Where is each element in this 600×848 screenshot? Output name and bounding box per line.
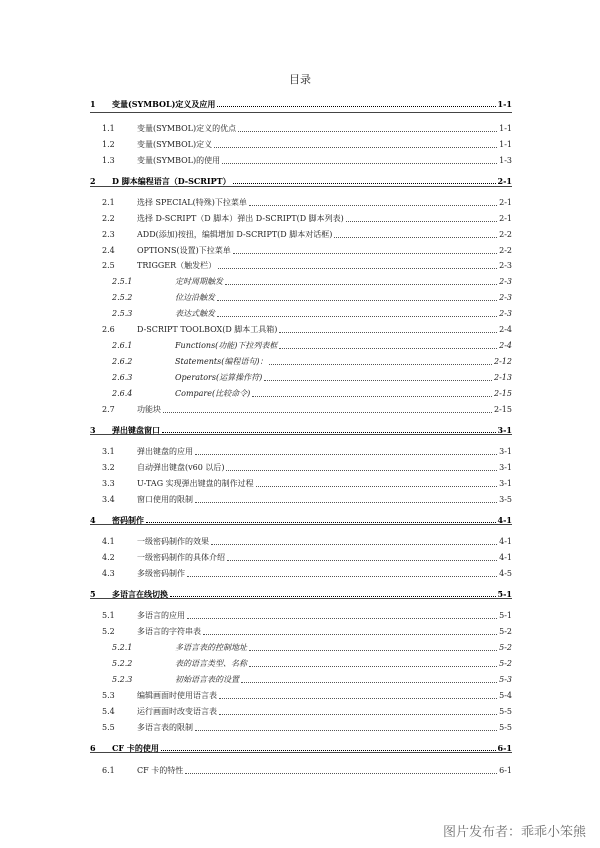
toc-entry-title: 多语言表的限制 [137, 723, 193, 732]
toc-entry-page: 2-1 [497, 176, 512, 186]
toc-dot-leader [249, 649, 497, 651]
toc-entry-number: 5.2.3 [112, 675, 133, 684]
toc-entry[interactable] [90, 370, 512, 383]
toc-entry[interactable] [90, 322, 512, 335]
toc-entry-number: 3.3 [102, 479, 115, 488]
toc-entry[interactable] [90, 243, 512, 256]
toc-entry[interactable] [90, 624, 512, 637]
toc-dot-leader [162, 431, 496, 433]
toc-entry-number: 4.1 [102, 537, 115, 546]
toc-entry-number: 3.4 [102, 495, 115, 504]
toc-dot-leader [227, 559, 497, 561]
toc-entry-title: 一级密码制作的效果 [137, 537, 209, 546]
toc-entry-page: 3-1 [499, 463, 512, 472]
toc-entry-number: 6 [90, 743, 96, 753]
toc-entry-number: 2.6.3 [112, 373, 133, 382]
toc-entry-page: 1-1 [499, 140, 512, 149]
toc-entry-number: 6.1 [102, 766, 115, 775]
toc-entry[interactable] [90, 566, 512, 579]
section-divider [90, 598, 512, 599]
toc-entry-number: 5.1 [102, 611, 115, 620]
toc-entry[interactable] [90, 550, 512, 563]
toc-entry-title: CF 卡的使用 [112, 743, 159, 753]
toc-entry-title: 窗口使用的限制 [137, 495, 193, 504]
toc-entry-number: 2.6.1 [112, 341, 133, 350]
section-divider [90, 752, 512, 753]
toc-entry[interactable] [90, 354, 512, 367]
toc-entry-title: 密码制作 [112, 515, 144, 525]
toc-entry[interactable] [90, 121, 512, 134]
toc-entry-page: 4-1 [499, 537, 512, 546]
toc-dot-leader [256, 485, 497, 487]
toc-entry-page: 1-3 [499, 156, 512, 165]
toc-entry-number: 5.2.1 [112, 643, 133, 652]
toc-entry-page: 2-1 [499, 198, 512, 207]
toc-entry-number: 2.5.3 [112, 309, 133, 318]
toc-entry-page: 4-1 [497, 515, 512, 525]
section-divider [90, 434, 512, 435]
toc-entry[interactable] [90, 656, 512, 669]
toc-entry-page: 5-5 [499, 723, 512, 732]
toc-entry[interactable] [90, 173, 512, 186]
toc-entry-page: 2-13 [494, 373, 512, 382]
toc-entry-title: 位边沿触发 [175, 293, 215, 302]
toc-entry-title: 初始语言表的设置 [175, 675, 239, 684]
toc-entry-number: 1.1 [102, 124, 115, 133]
watermark: 图片发布者：乖乖小笨熊 [442, 825, 586, 840]
toc-entry-title: 表的语言类型、名称 [175, 659, 247, 668]
toc-entry-number: 1.2 [102, 140, 115, 149]
page-title: 目录 [289, 73, 311, 86]
toc-entry-number: 5.5 [102, 723, 115, 732]
toc-entry-page: 6-1 [499, 766, 512, 775]
toc-entry-number: 5.4 [102, 707, 115, 716]
toc-entry[interactable] [90, 96, 512, 109]
toc-entry-title: 表达式触发 [175, 309, 215, 318]
toc-entry-title: ADD(添加)按扭，编辑增加 D-SCRIPT(D 脚本对话框) [137, 230, 333, 239]
toc-entry[interactable] [90, 476, 512, 489]
toc-entry-title: 变量(SYMBOL)定义 [137, 140, 213, 149]
toc-dot-leader [161, 749, 496, 751]
toc-entry[interactable] [90, 704, 512, 717]
toc-entry-page: 5-2 [499, 643, 512, 652]
toc-dot-leader [195, 453, 497, 455]
toc-dot-leader [264, 379, 492, 381]
toc-dot-leader [334, 236, 497, 238]
toc-entry-number: 4.2 [102, 553, 115, 562]
toc-entry-number: 4.3 [102, 569, 115, 578]
toc-dot-leader [222, 162, 497, 164]
section-divider [90, 186, 512, 187]
toc-entry-page: 4-1 [499, 553, 512, 562]
toc-entry-number: 5.2 [102, 627, 115, 636]
toc-entry-title: 一级密码制作的具体介绍 [137, 553, 225, 562]
toc-dot-leader [185, 772, 497, 774]
toc-dot-leader [170, 595, 496, 597]
toc-dot-leader [279, 347, 497, 349]
toc-dot-leader [249, 665, 497, 667]
toc-entry-number: 2.5.1 [112, 277, 133, 286]
toc-entry-title: 多语言在线切换 [112, 589, 168, 599]
toc-entry-title: 多语言的应用 [137, 611, 185, 620]
toc-dot-leader [226, 469, 497, 471]
toc-dot-leader [225, 283, 497, 285]
toc-entry-page: 3-1 [499, 479, 512, 488]
toc-entry-page: 5-1 [499, 611, 512, 620]
toc-entry-number: 2.1 [102, 198, 115, 207]
toc-dot-leader [219, 697, 497, 699]
toc-dot-leader [233, 182, 496, 184]
toc-entry-page: 5-4 [499, 691, 512, 700]
toc-entry-number: 3.1 [102, 447, 115, 456]
toc-dot-leader [241, 681, 497, 683]
toc-entry-number: 4 [90, 515, 96, 525]
toc-entry[interactable] [90, 274, 512, 287]
toc-entry-page: 2-2 [499, 246, 512, 255]
toc-entry-page: 3-1 [499, 447, 512, 456]
toc-entry[interactable] [90, 195, 512, 208]
toc-entry-title: 变量(SYMBOL)定义及应用 [112, 99, 216, 109]
toc-dot-leader [217, 299, 497, 301]
toc-entry-title: OPTIONS(设置)下拉菜单 [137, 246, 231, 255]
toc-entry-page: 6-1 [497, 743, 512, 753]
section-divider [90, 524, 512, 525]
toc-entry[interactable] [90, 137, 512, 150]
toc-entry-title: TRIGGER（触发栏） [137, 261, 217, 270]
toc-entry-number: 2.3 [102, 230, 115, 239]
toc-entry-title: 功能块 [137, 405, 161, 414]
toc-dot-leader [187, 575, 497, 577]
toc-entry[interactable] [90, 534, 512, 547]
toc-dot-leader [195, 501, 497, 503]
toc-dot-leader [238, 130, 497, 132]
toc-entry[interactable] [90, 492, 512, 505]
toc-entry[interactable] [90, 338, 512, 351]
toc-entry-title: 自动弹出键盘(v60 以后) [137, 463, 225, 472]
toc-entry[interactable] [90, 306, 512, 319]
toc-dot-leader [211, 543, 497, 545]
toc-entry-number: 1 [90, 99, 96, 109]
toc-dot-leader [146, 521, 496, 523]
toc-dot-leader [346, 220, 497, 222]
toc-entry-number: 3.2 [102, 463, 115, 472]
toc-entry[interactable] [90, 211, 512, 224]
toc-entry-number: 2.5.2 [112, 293, 133, 302]
toc-entry-number: 5.3 [102, 691, 115, 700]
toc-entry-page: 1-1 [499, 124, 512, 133]
toc-entry-title: 弹出键盘窗口 [112, 425, 160, 435]
toc-entry-title: 多语言的字符串表 [137, 627, 201, 636]
toc-entry[interactable] [90, 290, 512, 303]
toc-entry-title: 多语言表的控制地址 [175, 643, 247, 652]
toc-entry-page: 3-1 [497, 425, 512, 435]
toc-entry-number: 2.7 [102, 405, 115, 414]
toc-entry-page: 5-5 [499, 707, 512, 716]
toc-dot-leader [214, 146, 497, 148]
toc-entry-page: 2-15 [494, 389, 512, 398]
toc-entry-title: Functions(功能)下拉列表框 [175, 341, 278, 350]
toc-entry-title: D 脚本编程语言（D-SCRIPT） [112, 176, 231, 186]
toc-entry[interactable] [90, 460, 512, 473]
toc-entry-title: 选择 D-SCRIPT（D 脚本）弹出 D-SCRIPT(D 脚本列表) [137, 214, 344, 223]
toc-entry-title: 变量(SYMBOL)定义的优点 [137, 124, 237, 133]
toc-dot-leader [187, 617, 497, 619]
toc-entry[interactable] [90, 763, 512, 776]
toc-entry-page: 3-5 [499, 495, 512, 504]
toc-entry[interactable] [90, 720, 512, 733]
toc-entry-number: 5.2.2 [112, 659, 133, 668]
toc-entry[interactable] [90, 640, 512, 653]
toc-entry-title: Operators(运算操作符) [175, 373, 263, 382]
toc-entry-number: 2.4 [102, 246, 115, 255]
toc-entry-page: 2-3 [499, 309, 512, 318]
toc-dot-leader [269, 363, 492, 365]
toc-entry-number: 2.6 [102, 325, 115, 334]
toc-entry[interactable] [90, 672, 512, 685]
toc-entry-title: 运行画面时改变语言表 [137, 707, 217, 716]
toc-entry-page: 1-1 [497, 99, 512, 109]
toc-entry-title: U-TAG 实现弹出键盘的制作过程 [137, 479, 254, 488]
toc-entry-title: 弹出键盘的应用 [137, 447, 193, 456]
toc-dot-leader [203, 633, 497, 635]
toc-dot-leader [217, 105, 495, 107]
section-divider [90, 112, 512, 113]
toc-entry-number: 2 [90, 176, 96, 186]
toc-entry[interactable] [90, 153, 512, 166]
toc-entry-title: Statements(编程语句)： [175, 357, 268, 366]
toc-entry-title: 定时周期触发 [175, 277, 223, 286]
toc-entry-page: 2-3 [499, 293, 512, 302]
toc-entry-page: 2-1 [499, 214, 512, 223]
toc-entry[interactable] [90, 444, 512, 457]
toc-entry-page: 5-1 [497, 589, 512, 599]
toc-entry-title: CF 卡的特性 [137, 766, 184, 775]
toc-entry[interactable] [90, 688, 512, 701]
toc-entry[interactable] [90, 227, 512, 240]
toc-entry[interactable] [90, 258, 512, 271]
toc-entry-page: 5-2 [499, 659, 512, 668]
toc-dot-leader [163, 411, 492, 413]
toc-dot-leader [249, 204, 497, 206]
toc-dot-leader [233, 252, 497, 254]
toc-entry-title: 多级密码制作 [137, 569, 185, 578]
toc-entry-page: 2-2 [499, 230, 512, 239]
toc-entry[interactable] [90, 608, 512, 621]
toc-dot-leader [195, 729, 497, 731]
toc-entry-title: 编辑画面时使用语言表 [137, 691, 217, 700]
toc-entry-number: 1.3 [102, 156, 115, 165]
toc-entry-page: 5-2 [499, 627, 512, 636]
toc-dot-leader [219, 713, 497, 715]
toc-entry-number: 2.6.2 [112, 357, 133, 366]
toc-entry-page: 2-12 [494, 357, 512, 366]
toc-entry-title: 变量(SYMBOL)的使用 [137, 156, 221, 165]
toc-entry-title: D-SCRIPT TOOLBOX(D 脚本工具箱) [137, 325, 278, 334]
toc-dot-leader [279, 331, 497, 333]
toc-dot-leader [218, 267, 497, 269]
toc-entry-page: 2-3 [499, 277, 512, 286]
toc-dot-leader [217, 315, 497, 317]
toc-entry-page: 5-3 [499, 675, 512, 684]
toc-entry-number: 2.6.4 [112, 389, 133, 398]
toc-entry[interactable] [90, 402, 512, 415]
toc-entry-number: 2.5 [102, 261, 115, 270]
toc-entry-page: 2-4 [499, 325, 512, 334]
toc-entry-page: 2-15 [494, 405, 512, 414]
toc-entry-page: 4-5 [499, 569, 512, 578]
toc-entry-title: Compare(比较命令) [175, 389, 251, 398]
toc-entry-number: 5 [90, 589, 96, 599]
toc-entry-page: 2-4 [499, 341, 512, 350]
toc-dot-leader [252, 395, 492, 397]
toc-entry-title: 选择 SPECIAL(特殊)下拉菜单 [137, 198, 247, 207]
toc-entry-page: 2-3 [499, 261, 512, 270]
toc-entry[interactable] [90, 386, 512, 399]
toc-entry-number: 3 [90, 425, 96, 435]
toc-entry-number: 2.2 [102, 214, 115, 223]
